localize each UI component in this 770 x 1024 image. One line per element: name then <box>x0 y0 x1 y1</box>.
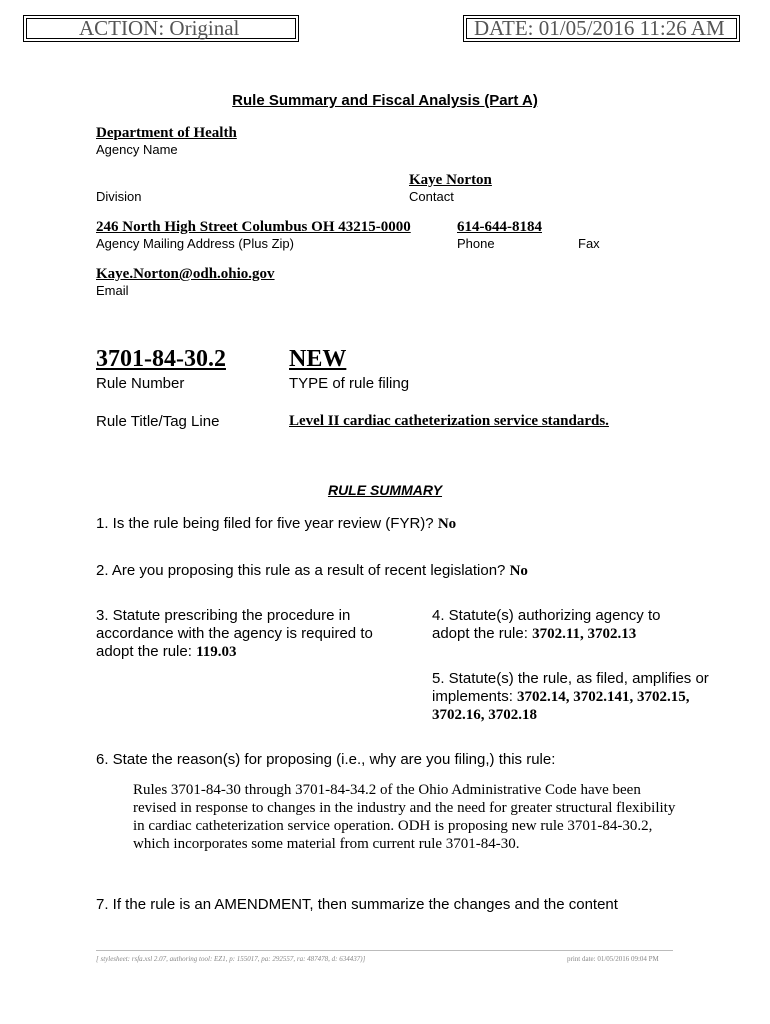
question-4 <box>432 607 697 643</box>
answer-3: 119.03 <box>196 644 237 660</box>
rule-summary-heading: RULE SUMMARY <box>327 482 443 498</box>
question-2 <box>96 562 528 580</box>
rule-type-label: TYPE of rule filing <box>289 375 410 392</box>
date-text: DATE: 01/05/2016 11:26 AM <box>474 16 725 40</box>
footer-print-date: print date: 01/05/2016 09:04 PM <box>567 955 659 963</box>
address-label: Agency Mailing Address (Plus Zip) <box>96 236 294 251</box>
page-title: Rule Summary and Fiscal Analysis (Part A) <box>232 92 538 109</box>
action-text: ACTION: Original <box>79 16 240 40</box>
contact-label: Contact <box>409 189 454 204</box>
answer-5: 3702.14, 3702.141, 3702.15, 3702.16, 3702.18 <box>432 689 690 723</box>
rule-number-label: Rule Number <box>96 375 185 392</box>
phone-value: 614-644-8184 <box>457 219 542 235</box>
division-label: Division <box>96 189 142 204</box>
rule-number-value: 3701-84-30.2 <box>96 346 226 372</box>
question-7: 7. If the rule is an AMENDMENT, then summarize the changes and the content <box>96 896 618 913</box>
agency-name-label: Agency Name <box>96 142 178 157</box>
answer-1: No <box>437 516 457 532</box>
question-3-text: 3. Statute prescribing the procedure in accordance with the agency is required to adopt the rule: <box>96 607 373 660</box>
phone-label: Phone <box>457 236 495 251</box>
answer-2: No <box>509 563 528 579</box>
address-value: 246 North High Street Columbus OH 43215-0000 <box>96 219 411 235</box>
question-6: 6. State the reason(s) for proposing (i.e., why are you filing,) this rule: <box>96 751 556 768</box>
rule-title-label: Rule Title/Tag Line <box>96 413 220 430</box>
answer-6: Rules 3701-84-30 through 3701-84-34.2 of the Ohio Administrative Code have been revised in response to changes in the industry and the need for greater structural flexibility in cardiac catheterization service operation. ODH is proposing new rule 3701-84-30.2, which incorporates some material from current rule 3701-84-30. <box>133 782 676 852</box>
rule-type-value: NEW <box>289 346 347 372</box>
question-2-text: 2. Are you proposing this rule as a result of recent legislation? <box>96 562 506 579</box>
answer-4: 3702.11, 3702.13 <box>532 626 637 642</box>
question-4-text: 4. Statute(s) authorizing agency to adopt the rule: <box>432 607 661 642</box>
question-1 <box>96 515 456 533</box>
question-5-text: 5. Statute(s) the rule, as filed, amplifies or implements: <box>432 670 709 705</box>
footer-stylesheet-info: [ stylesheet: rsfa.xsl 2.07, authoring tool: EZ1, p: 155017, pa: 292557, ra: 487478, d: 634437)] <box>96 955 366 963</box>
action-box <box>23 15 299 42</box>
footer-rule <box>96 950 673 951</box>
question-5 <box>432 670 722 724</box>
rule-title-value: Level II cardiac catheterization service standards. <box>289 413 609 429</box>
contact-value: Kaye Norton <box>409 172 492 188</box>
question-3 <box>96 607 386 661</box>
fax-label: Fax <box>578 236 600 251</box>
date-box <box>463 15 740 42</box>
question-1-text: 1. Is the rule being filed for five year review (FYR)? <box>96 515 434 532</box>
email-value: Kaye.Norton@odh.ohio.gov <box>96 266 275 282</box>
agency-name-value: Department of Health <box>96 125 237 141</box>
email-label: Email <box>96 283 129 298</box>
